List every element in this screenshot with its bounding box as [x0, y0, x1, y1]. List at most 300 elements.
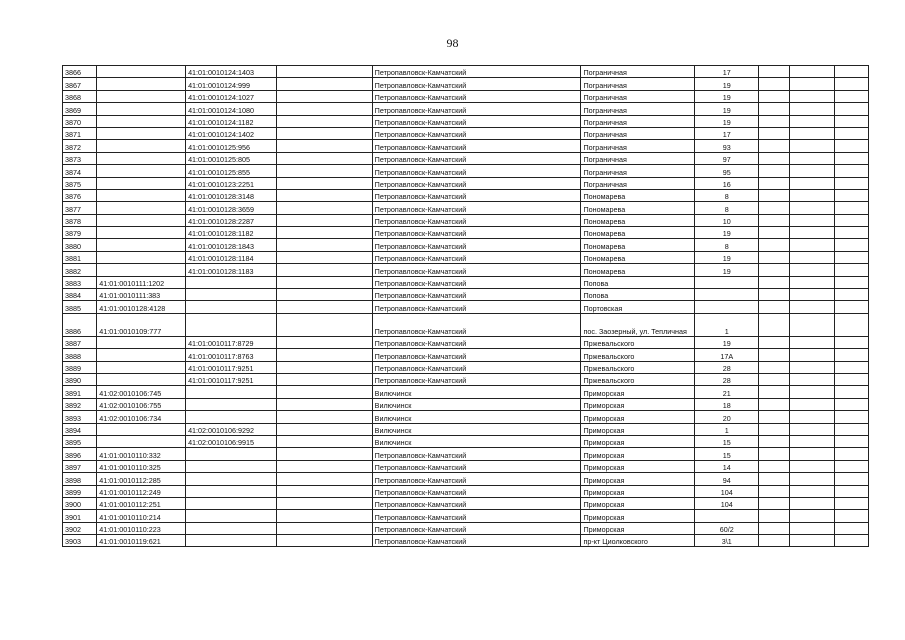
city-cell: Вилючинск [372, 423, 581, 435]
table-row [63, 251, 869, 263]
row-number-cell: 3895 [63, 435, 97, 447]
cadastral-id-cell [97, 214, 186, 226]
city-cell: Вилючинск [372, 411, 581, 423]
cadastral-id-alt-cell [186, 289, 277, 301]
street-cell: Пржевальского [581, 361, 695, 373]
row-number-cell: 3866 [63, 66, 97, 78]
empty-cell [834, 127, 868, 139]
empty-cell [276, 66, 372, 78]
cadastral-id-cell: 41:01:0010110:332 [97, 448, 186, 460]
row-number-cell: 3871 [63, 127, 97, 139]
street-cell: Приморская [581, 386, 695, 398]
empty-cell [834, 522, 868, 534]
street-cell: Попова [581, 276, 695, 288]
cadastral-id-alt-cell: 41:01:0010128:1843 [186, 239, 277, 251]
empty-cell [790, 535, 834, 547]
empty-cell [834, 411, 868, 423]
empty-cell [276, 313, 372, 336]
empty-cell [759, 336, 790, 348]
empty-cell [276, 485, 372, 497]
empty-cell [276, 165, 372, 177]
empty-cell [834, 66, 868, 78]
house-number-cell: 1 [695, 313, 759, 336]
row-number-cell: 3870 [63, 115, 97, 127]
house-number-cell: 21 [695, 386, 759, 398]
empty-cell [276, 227, 372, 239]
empty-cell [276, 510, 372, 522]
cadastral-id-cell [97, 373, 186, 385]
empty-cell [790, 349, 834, 361]
empty-cell [790, 386, 834, 398]
table-row [63, 485, 869, 497]
row-number-cell: 3896 [63, 448, 97, 460]
table-row [63, 349, 869, 361]
empty-cell [834, 264, 868, 276]
cadastral-id-cell [97, 251, 186, 263]
empty-cell [790, 522, 834, 534]
street-cell: Пограничная [581, 66, 695, 78]
empty-cell [276, 103, 372, 115]
street-cell: Приморская [581, 411, 695, 423]
empty-cell [276, 214, 372, 226]
empty-cell [759, 90, 790, 102]
cadastral-id-cell [97, 177, 186, 189]
table-row [63, 227, 869, 239]
street-cell: Приморская [581, 423, 695, 435]
table-row [63, 189, 869, 201]
empty-cell [834, 361, 868, 373]
cadastral-id-alt-cell: 41:01:0010124:1402 [186, 127, 277, 139]
empty-cell [276, 435, 372, 447]
house-number-cell: 1 [695, 423, 759, 435]
table-row [63, 264, 869, 276]
empty-cell [759, 227, 790, 239]
empty-cell [276, 251, 372, 263]
empty-cell [759, 276, 790, 288]
table-row [63, 214, 869, 226]
cadastral-id-alt-cell [186, 497, 277, 509]
cadastral-id-alt-cell: 41:01:0010125:956 [186, 140, 277, 152]
street-cell: Пограничная [581, 165, 695, 177]
table-row [63, 127, 869, 139]
empty-cell [834, 214, 868, 226]
empty-cell [790, 336, 834, 348]
row-number-cell: 3898 [63, 473, 97, 485]
empty-cell [276, 276, 372, 288]
row-number-cell: 3903 [63, 535, 97, 547]
row-number-cell: 3900 [63, 497, 97, 509]
street-cell: Приморская [581, 497, 695, 509]
street-cell: Приморская [581, 522, 695, 534]
row-number-cell: 3889 [63, 361, 97, 373]
row-number-cell: 3899 [63, 485, 97, 497]
row-number-cell: 3879 [63, 227, 97, 239]
cadastral-id-alt-cell: 41:02:0010106:9915 [186, 435, 277, 447]
street-cell: Пограничная [581, 152, 695, 164]
cadastral-id-cell [97, 152, 186, 164]
table-row [63, 435, 869, 447]
cadastral-id-cell: 41:01:0010112:249 [97, 485, 186, 497]
empty-cell [790, 66, 834, 78]
table-row [63, 411, 869, 423]
cadastral-id-alt-cell: 41:01:0010128:1182 [186, 227, 277, 239]
cadastral-id-alt-cell: 41:01:0010124:1027 [186, 90, 277, 102]
city-cell: Петропавловск-Камчатский [372, 78, 581, 90]
empty-cell [790, 473, 834, 485]
street-cell: Пограничная [581, 127, 695, 139]
empty-cell [276, 264, 372, 276]
cadastral-id-alt-cell: 41:01:0010123:2251 [186, 177, 277, 189]
row-number-cell: 3869 [63, 103, 97, 115]
empty-cell [759, 361, 790, 373]
city-cell: Петропавловск-Камчатский [372, 336, 581, 348]
empty-cell [276, 189, 372, 201]
street-cell: Приморская [581, 398, 695, 410]
empty-cell [834, 165, 868, 177]
table-row [63, 103, 869, 115]
empty-cell [276, 90, 372, 102]
empty-cell [790, 152, 834, 164]
table-row [63, 239, 869, 251]
empty-cell [759, 289, 790, 301]
city-cell: Вилючинск [372, 398, 581, 410]
cadastral-id-cell [97, 336, 186, 348]
city-cell: Петропавловск-Камчатский [372, 90, 581, 102]
table-row [63, 115, 869, 127]
house-number-cell: 104 [695, 485, 759, 497]
house-number-cell: 10 [695, 214, 759, 226]
table-row [63, 460, 869, 472]
house-number-cell: 19 [695, 78, 759, 90]
city-cell: Петропавловск-Камчатский [372, 202, 581, 214]
house-number-cell: 19 [695, 115, 759, 127]
table-row [63, 448, 869, 460]
cadastral-id-cell: 41:01:0010128:4128 [97, 301, 186, 313]
cadastral-id-cell [97, 423, 186, 435]
empty-cell [790, 90, 834, 102]
house-number-cell: 94 [695, 473, 759, 485]
row-number-cell: 3878 [63, 214, 97, 226]
empty-cell [759, 301, 790, 313]
empty-cell [276, 473, 372, 485]
empty-cell [759, 535, 790, 547]
street-cell: Приморская [581, 473, 695, 485]
empty-cell [276, 349, 372, 361]
row-number-cell: 3902 [63, 522, 97, 534]
cadastral-id-cell: 41:01:0010119:621 [97, 535, 186, 547]
city-cell: Вилючинск [372, 386, 581, 398]
empty-cell [790, 361, 834, 373]
cadastral-id-alt-cell [186, 276, 277, 288]
row-number-cell: 3876 [63, 189, 97, 201]
cadastral-id-alt-cell: 41:01:0010128:2287 [186, 214, 277, 226]
empty-cell [759, 522, 790, 534]
city-cell: Петропавловск-Камчатский [372, 251, 581, 263]
house-number-cell [695, 301, 759, 313]
house-number-cell: 8 [695, 189, 759, 201]
row-number-cell: 3886 [63, 313, 97, 336]
cadastral-id-alt-cell: 41:01:0010117:8729 [186, 336, 277, 348]
empty-cell [276, 497, 372, 509]
city-cell: Петропавловск-Камчатский [372, 227, 581, 239]
street-cell: Пржевальского [581, 373, 695, 385]
cadastral-id-alt-cell: 41:01:0010124:999 [186, 78, 277, 90]
empty-cell [790, 460, 834, 472]
cadastral-id-cell [97, 115, 186, 127]
cadastral-id-cell: 41:01:0010112:285 [97, 473, 186, 485]
table-row [63, 177, 869, 189]
row-number-cell: 3891 [63, 386, 97, 398]
empty-cell [276, 423, 372, 435]
cadastral-id-alt-cell [186, 522, 277, 534]
empty-cell [790, 497, 834, 509]
street-cell: Пономарева [581, 214, 695, 226]
house-number-cell: 28 [695, 361, 759, 373]
empty-cell [276, 448, 372, 460]
table-row [63, 373, 869, 385]
empty-cell [759, 165, 790, 177]
house-number-cell [695, 276, 759, 288]
row-number-cell: 3888 [63, 349, 97, 361]
empty-cell [790, 276, 834, 288]
empty-cell [759, 127, 790, 139]
empty-cell [834, 103, 868, 115]
city-cell: Петропавловск-Камчатский [372, 152, 581, 164]
empty-cell [790, 227, 834, 239]
cadastral-id-cell: 41:01:0010110:214 [97, 510, 186, 522]
row-number-cell: 3881 [63, 251, 97, 263]
house-number-cell: 19 [695, 264, 759, 276]
house-number-cell: 28 [695, 373, 759, 385]
empty-cell [834, 313, 868, 336]
row-number-cell: 3887 [63, 336, 97, 348]
cadastral-id-cell: 41:01:0010111:383 [97, 289, 186, 301]
empty-cell [759, 214, 790, 226]
table-row [63, 336, 869, 348]
empty-cell [790, 448, 834, 460]
cadastral-id-alt-cell: 41:02:0010106:9292 [186, 423, 277, 435]
house-number-cell: 8 [695, 202, 759, 214]
street-cell: Пограничная [581, 115, 695, 127]
cadastral-id-cell: 41:01:0010110:325 [97, 460, 186, 472]
street-cell: Пограничная [581, 90, 695, 102]
empty-cell [790, 398, 834, 410]
cadastral-id-cell [97, 78, 186, 90]
table-row [63, 90, 869, 102]
table-row [63, 386, 869, 398]
street-cell: Пономарева [581, 202, 695, 214]
empty-cell [276, 289, 372, 301]
empty-cell [834, 497, 868, 509]
cadastral-id-alt-cell: 41:01:0010128:3148 [186, 189, 277, 201]
cadastral-id-alt-cell [186, 411, 277, 423]
cadastral-id-alt-cell [186, 473, 277, 485]
street-cell: Пономарева [581, 189, 695, 201]
cadastral-id-alt-cell [186, 398, 277, 410]
empty-cell [834, 177, 868, 189]
empty-cell [276, 411, 372, 423]
cadastral-id-alt-cell: 41:01:0010124:1182 [186, 115, 277, 127]
registry-table [62, 65, 869, 547]
table-row [63, 510, 869, 522]
city-cell: Вилючинск [372, 435, 581, 447]
empty-cell [790, 103, 834, 115]
house-number-cell: 18 [695, 398, 759, 410]
house-number-cell: 97 [695, 152, 759, 164]
street-cell: пр-кт Циолковского [581, 535, 695, 547]
city-cell: Петропавловск-Камчатский [372, 485, 581, 497]
empty-cell [276, 398, 372, 410]
empty-cell [834, 78, 868, 90]
cadastral-id-cell [97, 349, 186, 361]
empty-cell [834, 115, 868, 127]
empty-cell [790, 189, 834, 201]
empty-cell [790, 214, 834, 226]
row-number-cell: 3893 [63, 411, 97, 423]
cadastral-id-cell: 41:01:0010112:251 [97, 497, 186, 509]
cadastral-id-alt-cell [186, 448, 277, 460]
table-row [63, 361, 869, 373]
empty-cell [276, 152, 372, 164]
city-cell: Петропавловск-Камчатский [372, 214, 581, 226]
city-cell: Петропавловск-Камчатский [372, 361, 581, 373]
empty-cell [834, 301, 868, 313]
empty-cell [834, 398, 868, 410]
house-number-cell: 17 [695, 127, 759, 139]
street-cell: Пржевальского [581, 336, 695, 348]
cadastral-id-alt-cell [186, 460, 277, 472]
empty-cell [276, 301, 372, 313]
cadastral-id-cell [97, 189, 186, 201]
cadastral-id-alt-cell [186, 301, 277, 313]
row-number-cell: 3873 [63, 152, 97, 164]
empty-cell [790, 127, 834, 139]
cadastral-id-cell: 41:02:0010106:755 [97, 398, 186, 410]
house-number-cell: 95 [695, 165, 759, 177]
empty-cell [834, 535, 868, 547]
house-number-cell: 8 [695, 239, 759, 251]
city-cell: Петропавловск-Камчатский [372, 66, 581, 78]
city-cell: Петропавловск-Камчатский [372, 165, 581, 177]
empty-cell [834, 386, 868, 398]
street-cell: Пржевальского [581, 349, 695, 361]
empty-cell [276, 361, 372, 373]
empty-cell [790, 301, 834, 313]
street-cell: Пограничная [581, 177, 695, 189]
city-cell: Петропавловск-Камчатский [372, 510, 581, 522]
street-cell: Попова [581, 289, 695, 301]
empty-cell [790, 510, 834, 522]
row-number-cell: 3875 [63, 177, 97, 189]
empty-cell [276, 177, 372, 189]
city-cell: Петропавловск-Камчатский [372, 473, 581, 485]
empty-cell [790, 373, 834, 385]
table-row [63, 473, 869, 485]
empty-cell [834, 140, 868, 152]
empty-cell [276, 386, 372, 398]
cadastral-id-cell [97, 239, 186, 251]
street-cell: Приморская [581, 448, 695, 460]
house-number-cell: 14 [695, 460, 759, 472]
city-cell: Петропавловск-Камчатский [372, 264, 581, 276]
cadastral-id-cell: 41:02:0010106:734 [97, 411, 186, 423]
empty-cell [790, 115, 834, 127]
empty-cell [759, 202, 790, 214]
page-number: 98 [446, 36, 459, 50]
row-number-cell: 3894 [63, 423, 97, 435]
empty-cell [276, 336, 372, 348]
cadastral-id-cell [97, 165, 186, 177]
street-cell: Пограничная [581, 140, 695, 152]
registry-table-body [63, 66, 869, 547]
cadastral-id-cell: 41:02:0010106:745 [97, 386, 186, 398]
empty-cell [759, 460, 790, 472]
row-number-cell: 3892 [63, 398, 97, 410]
table-row [63, 423, 869, 435]
empty-cell [834, 152, 868, 164]
row-number-cell: 3884 [63, 289, 97, 301]
empty-cell [759, 251, 790, 263]
empty-cell [834, 336, 868, 348]
house-number-cell [695, 289, 759, 301]
table-row [63, 398, 869, 410]
cadastral-id-cell [97, 103, 186, 115]
house-number-cell [695, 510, 759, 522]
empty-cell [790, 239, 834, 251]
cadastral-id-cell [97, 66, 186, 78]
cadastral-id-alt-cell: 41:01:0010128:1184 [186, 251, 277, 263]
row-number-cell: 3867 [63, 78, 97, 90]
city-cell: Петропавловск-Камчатский [372, 460, 581, 472]
cadastral-id-alt-cell: 41:01:0010117:9251 [186, 361, 277, 373]
row-number-cell: 3901 [63, 510, 97, 522]
empty-cell [759, 497, 790, 509]
row-number-cell: 3872 [63, 140, 97, 152]
empty-cell [759, 510, 790, 522]
street-cell: Приморская [581, 485, 695, 497]
empty-cell [276, 460, 372, 472]
city-cell: Петропавловск-Камчатский [372, 140, 581, 152]
empty-cell [834, 227, 868, 239]
empty-cell [276, 202, 372, 214]
city-cell: Петропавловск-Камчатский [372, 522, 581, 534]
empty-cell [759, 239, 790, 251]
empty-cell [759, 373, 790, 385]
city-cell: Петропавловск-Камчатский [372, 239, 581, 251]
empty-cell [759, 386, 790, 398]
city-cell: Петропавловск-Камчатский [372, 373, 581, 385]
city-cell: Петропавловск-Камчатский [372, 448, 581, 460]
street-cell: пос. Заозерный, ул. Тепличная [581, 313, 695, 336]
cadastral-id-alt-cell [186, 485, 277, 497]
house-number-cell: 19 [695, 103, 759, 115]
city-cell: Петропавловск-Камчатский [372, 276, 581, 288]
city-cell: Петропавловск-Камчатский [372, 301, 581, 313]
street-cell: Приморская [581, 435, 695, 447]
empty-cell [790, 140, 834, 152]
house-number-cell: 3\1 [695, 535, 759, 547]
cadastral-id-cell [97, 361, 186, 373]
street-cell: Приморская [581, 460, 695, 472]
street-cell: Пономарева [581, 239, 695, 251]
row-number-cell: 3868 [63, 90, 97, 102]
cadastral-id-cell [97, 264, 186, 276]
cadastral-id-cell: 41:01:0010109:777 [97, 313, 186, 336]
cadastral-id-cell [97, 127, 186, 139]
city-cell: Петропавловск-Камчатский [372, 497, 581, 509]
table-row [63, 276, 869, 288]
empty-cell [790, 435, 834, 447]
